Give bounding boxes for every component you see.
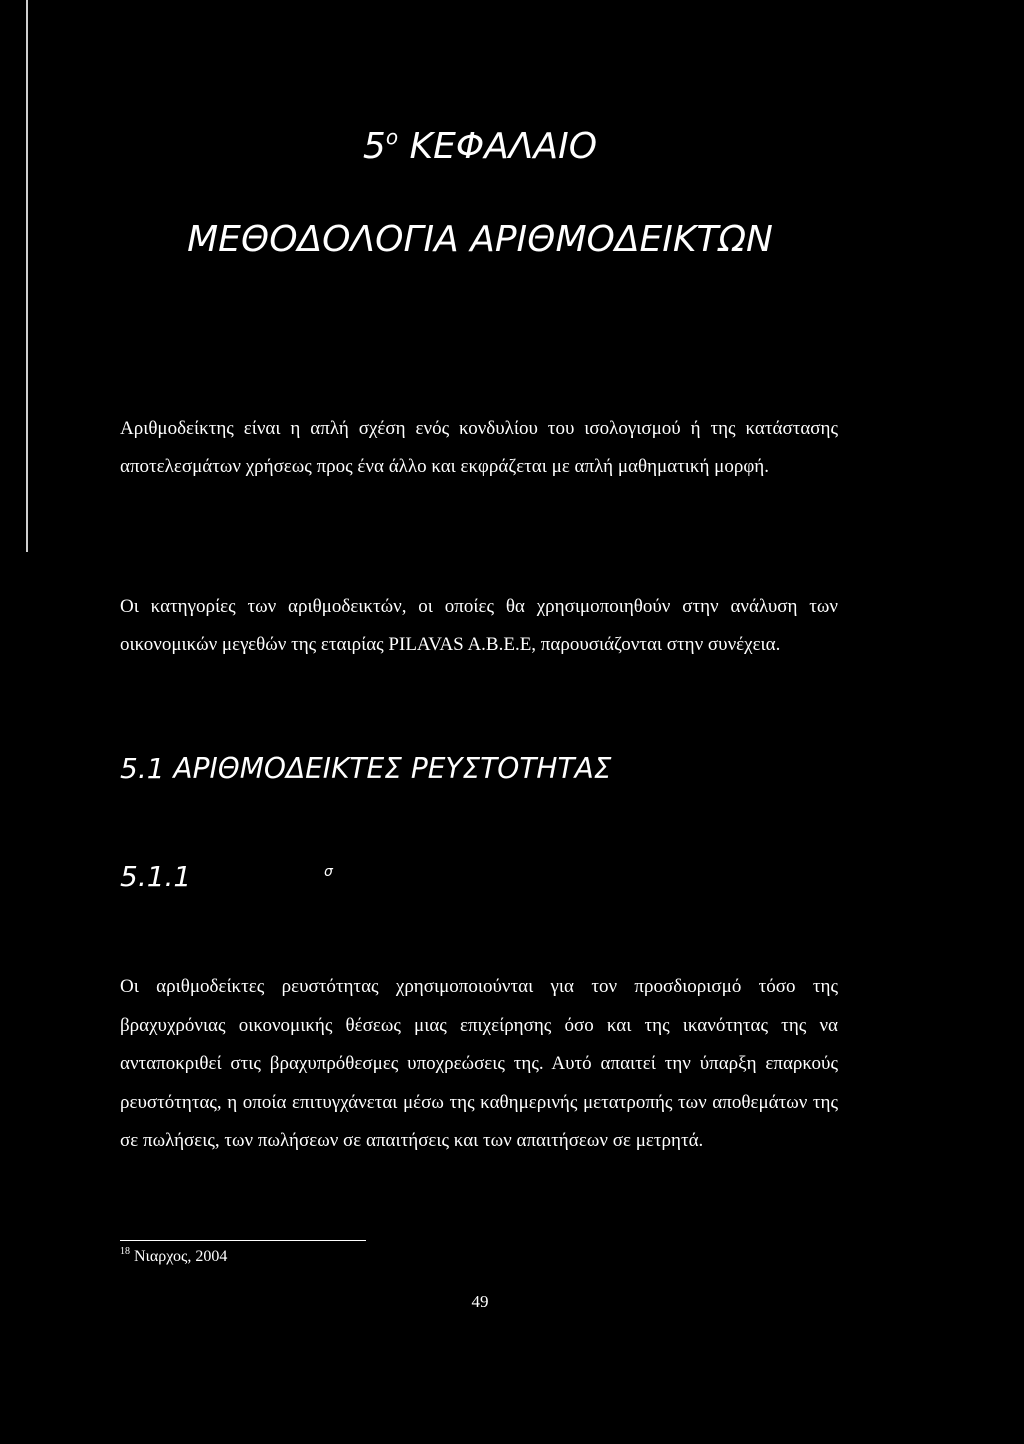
page-number: 49 (471, 1292, 489, 1311)
chapter-number-superscript: ο (385, 125, 399, 149)
chapter-title (0, 126, 960, 167)
paragraph-liquidity: Οι αριθμοδείκτες ρευστότητας χρησιμοποιούνται για τον προσδιορισμό τόσο της βραχυχρόνιας οικονομικής θέσεως μιας επιχείρησης όσο και της ικανότητας της να ανταποκριθεί στις βραχυπρόθεσμες υποχρεώσεις της. Αυτό απαιτεί την ύπαρξη επαρκούς ρευστότητας, η οποία επιτυγχάνεται μέσω της καθημερινής μετατροπής των αποθεμάτων της σε πωλήσεις, των πωλήσεων σε απαιτήσεις και των απαιτήσεων σε μετρητά. (120, 976, 838, 1151)
margin-line (26, 0, 28, 552)
paragraph-definition: Αριθμοδείκτης είναι η απλή σχέση ενός κονδυλίου του ισολογισμού ή της κατάστασης αποτελεσμάτων χρήσεως προς ένα άλλο και εκφράζεται με απλή μαθηματική μορφή. (120, 418, 838, 477)
chapter-number: 5 (362, 126, 386, 167)
subsection-number: 5.1.1 (120, 860, 192, 893)
subsection-heading (120, 860, 333, 893)
footnote-text: Νιαρχος, 2004 (134, 1248, 228, 1265)
footnote-number: 18 (120, 1246, 130, 1257)
subsection-mark: σ (324, 864, 333, 880)
chapter-word: ΚΕΦΑΛΑΙΟ (409, 126, 598, 167)
footnote (120, 1248, 227, 1266)
footnote-separator (120, 1240, 366, 1241)
methodology-title: ΜΕΘΟΔΟΛΟΓΙΑ ΑΡΙΘΜΟΔΕΙΚΤΩΝ (187, 219, 773, 260)
section-title: 5.1 ΑΡΙΘΜΟΔΕΙΚΤΕΣ ΡΕΥΣΤΟΤΗΤΑΣ (120, 752, 612, 785)
paragraph-categories: Οι κατηγορίες των αριθμοδεικτών, οι οποίες θα χρησιμοποιηθούν στην ανάλυση των οικονομικών μεγεθών της εταιρίας PILAVAS A.B.E.E, παρουσιάζονται στην συνέχεια. (120, 596, 838, 655)
